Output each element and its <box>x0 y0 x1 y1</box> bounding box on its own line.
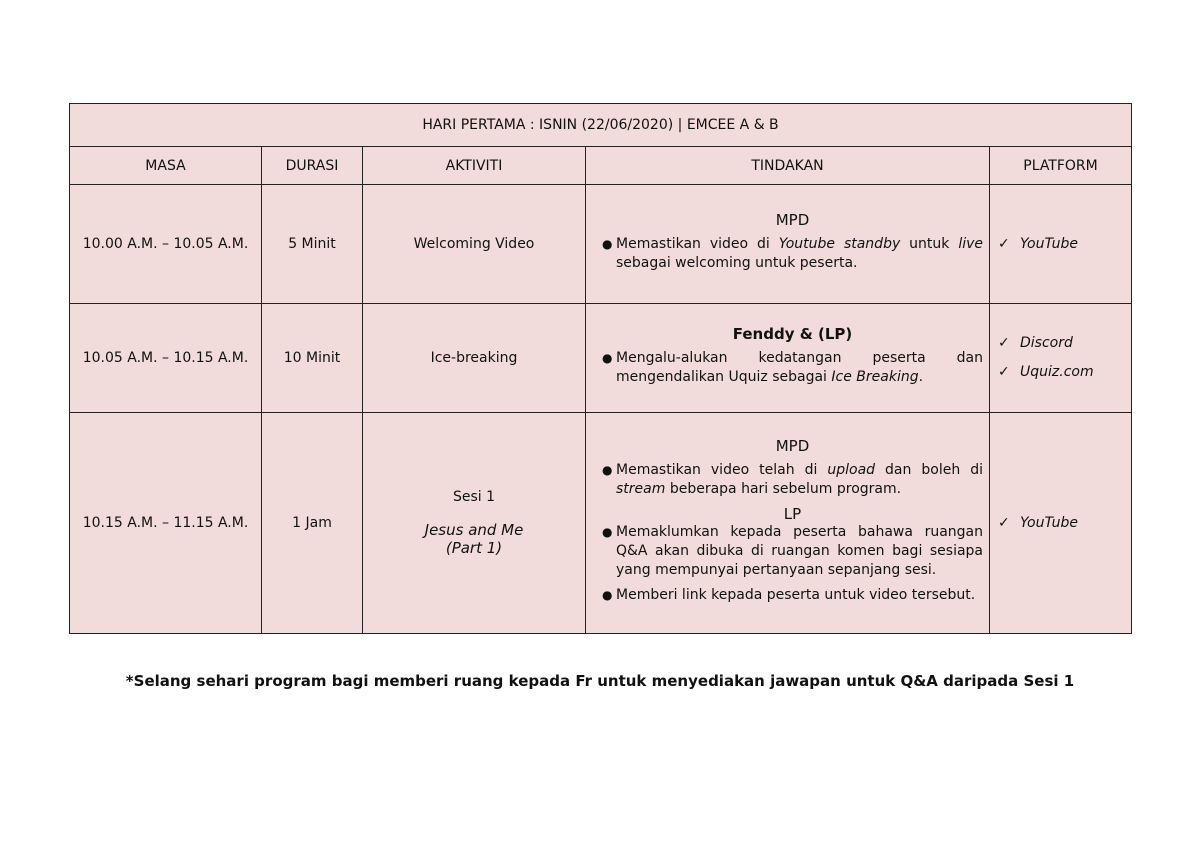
header-row <box>70 147 1132 185</box>
list-item-text: Memaklumkan kepada peserta bahawa ruangan Q&A akan dibuka di ruangan komen bagi sesiapa yang mempunyai pertanyaan sepanjang sesi. <box>616 524 983 578</box>
cell-masa: 10.00 A.M. – 10.05 A.M. <box>70 185 262 304</box>
bullet-dot-icon: ● <box>602 525 613 539</box>
cell-masa: 10.15 A.M. – 11.15 A.M. <box>70 413 262 634</box>
platform-item: ✓ YouTube <box>998 509 1131 538</box>
activity-subtitle: (Part 1) <box>445 539 503 557</box>
cell-tindakan <box>586 185 990 304</box>
cell-platform <box>990 413 1132 634</box>
list-item <box>602 586 983 605</box>
list-item <box>602 523 983 580</box>
check-mark-icon: ✓ <box>998 335 1010 351</box>
table-row <box>70 185 1132 304</box>
bullet-dot-icon: ● <box>602 588 613 602</box>
platform-item: ✓ Discord <box>998 329 1131 358</box>
header-platform: PLATFORM <box>990 147 1132 185</box>
check-mark-icon: ✓ <box>998 364 1010 380</box>
header-masa: MASA <box>70 147 262 185</box>
cell-aktiviti <box>363 413 586 634</box>
cell-durasi: 10 Minit <box>262 304 363 413</box>
schedule-table <box>69 103 1132 634</box>
list-item <box>602 235 983 273</box>
cell-durasi: 5 Minit <box>262 185 363 304</box>
activity-title: Welcoming Video <box>413 236 535 252</box>
activity-title: Ice-breaking <box>430 350 518 366</box>
activity-subtitle: Jesus and Me <box>424 521 524 539</box>
schedule-title: HARI PERTAMA : ISNIN (22/06/2020) | EMCEE A & B <box>70 104 1132 147</box>
header-durasi: DURASI <box>262 147 363 185</box>
header-aktiviti: AKTIVITI <box>363 147 586 185</box>
table-row <box>70 304 1132 413</box>
list-item <box>602 349 983 387</box>
list-item-text: Memberi link kepada peserta untuk video tersebut. <box>616 587 976 603</box>
cell-durasi: 1 Jam <box>262 413 363 634</box>
list-item-text: Memastikan video di Youtube standby untuk live sebagai welcoming untuk peserta. <box>616 236 984 271</box>
tindakan-heading: MPD <box>775 437 810 455</box>
cell-aktiviti <box>363 185 586 304</box>
bullet-dot-icon: ● <box>602 351 613 365</box>
cell-tindakan <box>586 413 990 634</box>
tindakan-heading: LP <box>783 505 802 523</box>
cell-tindakan <box>586 304 990 413</box>
activity-title: Sesi 1 <box>452 489 496 505</box>
platform-item: ✓ Uquiz.com <box>998 358 1131 387</box>
cell-masa: 10.05 A.M. – 10.15 A.M. <box>70 304 262 413</box>
platform-item: ✓ YouTube <box>998 230 1131 259</box>
footnote: *Selang sehari program bagi memberi ruang kepada Fr untuk menyediakan jawapan untuk Q&A daripada Sesi 1 <box>125 672 1075 690</box>
check-mark-icon: ✓ <box>998 235 1010 252</box>
cell-platform <box>990 304 1132 413</box>
tindakan-heading: Fenddy & (LP) <box>732 325 853 343</box>
table-row <box>70 413 1132 634</box>
cell-platform <box>990 185 1132 304</box>
check-mark-icon: ✓ <box>998 514 1010 531</box>
header-tindakan: TINDAKAN <box>586 147 990 185</box>
cell-aktiviti <box>363 304 586 413</box>
bullet-dot-icon: ● <box>602 463 613 477</box>
list-item-text: Mengalu-alukan kedatangan peserta dan mengendalikan Uquiz sebagai Ice Breaking. <box>616 350 983 385</box>
list-item-text: Memastikan video telah di upload dan boleh di stream beberapa hari sebelum program. <box>616 462 983 497</box>
bullet-dot-icon: ● <box>602 237 613 251</box>
tindakan-heading: MPD <box>775 211 810 229</box>
list-item <box>602 461 983 499</box>
